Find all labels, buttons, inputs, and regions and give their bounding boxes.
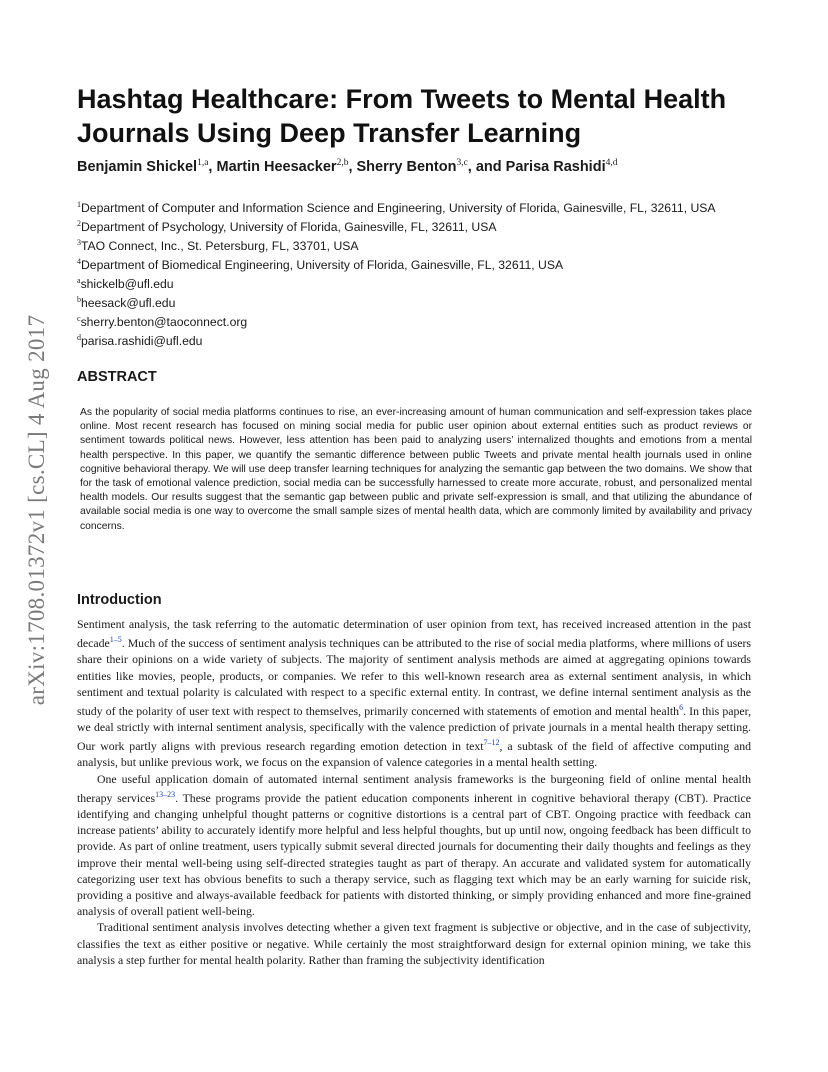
citation-link[interactable]: 13–23 xyxy=(155,789,176,799)
author-name: Benjamin Shickel xyxy=(77,158,198,175)
affiliation-text: heesack@ufl.edu xyxy=(81,296,176,311)
author-list xyxy=(77,158,777,175)
paragraph-text: . Much of the success of sentiment analysis techniques can be attributed to the rise of social media platforms, where millions of users share their opinions on a wide variety of subjects. The majority of sentiment analysis methods are aimed at aggregating opinions towards entities like movies, people, products, or companies. We refer to this well-known research area as external sentiment analysis, in which sentiment and textual polarity is calculated with respect to a specific external entity. In contrast, we define internal sentiment analysis as the study of the polarity of user text with respect to themselves, primarily concerned with statements of emotion and mental health xyxy=(77,636,751,718)
author-name: Martin Heesacker xyxy=(216,158,337,175)
introduction-paragraph xyxy=(77,771,751,920)
author-affiliation-mark: 3,c xyxy=(456,158,468,168)
affiliation-line xyxy=(77,292,757,311)
author-affiliation-mark: 2,b xyxy=(336,158,349,168)
affiliation-line xyxy=(77,197,757,216)
author-name: Sherry Benton xyxy=(356,158,457,175)
affiliation-line xyxy=(77,216,757,235)
affiliation-text: Department of Computer and Information Science and Engineering, University of Florida, Gainesville, FL, 32611, USA xyxy=(81,201,716,216)
affiliation-mark: 1 xyxy=(77,200,81,209)
affiliation-line xyxy=(77,235,757,254)
affiliation-text: Department of Biomedical Engineering, University of Florida, Gainesville, FL, 32611, USA xyxy=(81,258,564,273)
affiliation-mark: b xyxy=(77,295,81,305)
paragraph-text: . These programs provide the patient education components inherent in cognitive behavioral therapy (CBT). Practice identifying and changing unhelpful thought patterns or cognitive distortions is a central part of CBT. Ongoing practice with feedback can increase patients’ ability to accurately identify more helpful and less helpful thoughts, but up until now, ongoing feedback has been difficult to provide. As part of online treatment, users typically submit several directed journals for documenting their daily thoughts and feelings as they improve their mental well-being using self-directed strategies taught as part of therapy. An accurate and validated system for automatically categorizing user text has obvious benefits to such a therapy service, such as flagging text which may be an early warning for suicide risk, providing a positive and always-available feedback for patients with distorted thinking, or simply providing enhanced and more fine-grained analysis of overall patient well-being. xyxy=(77,790,751,919)
citation-link[interactable]: 7–12 xyxy=(483,738,500,748)
affiliation-mark: c xyxy=(77,314,81,324)
introduction-paragraph xyxy=(77,919,751,968)
affiliation-text: TAO Connect, Inc., St. Petersburg, FL, 33701, USA xyxy=(81,239,359,254)
introduction-body xyxy=(77,616,751,968)
affiliation-list xyxy=(77,197,757,350)
introduction-heading: Introduction xyxy=(77,592,162,608)
citation-link[interactable]: 6 xyxy=(679,702,684,712)
author-separator: , and xyxy=(467,158,506,175)
citation-link[interactable]: 1–5 xyxy=(109,635,122,645)
abstract-heading: ABSTRACT xyxy=(77,369,157,385)
affiliation-line xyxy=(77,254,757,273)
affiliation-mark: 2 xyxy=(77,219,81,229)
paragraph-text: Sentiment analysis, the task referring to the automatic determination of user opinion from text, has received increased attention in the past decade xyxy=(77,617,751,651)
paragraph-text: , a subtask of the field of affective computing and analysis, but unlike previous work, we focus on the expansion of valence categories in a mental health setting. xyxy=(77,739,751,770)
affiliation-text: parisa.rashidi@ufl.edu xyxy=(81,334,203,349)
affiliation-line xyxy=(77,311,757,330)
affiliation-line xyxy=(77,273,757,292)
affiliation-line xyxy=(77,330,757,349)
paragraph-text: One useful application domain of automated internal sentiment analysis frameworks is the burgeoning field of online mental health therapy services xyxy=(77,771,751,805)
paragraph-text: Traditional sentiment analysis involves detecting whether a given text fragment is subjective or objective, and in the case of subjectivity, classifies the text as either positive or negative. While certainly the most straightforward design for external opinion mining, we take this analysis a step further for mental health polarity. Rather than framing the subjectivity identification xyxy=(77,920,751,967)
affiliation-text: shickelb@ufl.edu xyxy=(80,277,174,292)
affiliation-text: sherry.benton@taoconnect.org xyxy=(80,315,248,330)
author-name: Parisa Rashidi xyxy=(505,158,606,175)
author-affiliation-mark: 1,a xyxy=(197,158,209,168)
author-affiliation-mark: 4,d xyxy=(605,158,618,168)
affiliation-text: Department of Psychology, University of Florida, Gainesville, FL, 32611, USA xyxy=(81,220,497,235)
arxiv-identifier: arXiv:1708.01372v1 [cs.CL] 4 Aug 2017 xyxy=(24,314,49,706)
affiliation-mark: d xyxy=(77,333,81,343)
arxiv-sidebar-stamp xyxy=(22,290,52,730)
author-separator: , xyxy=(208,158,217,175)
paragraph-text: . In this paper, we deal strictly with internal sentiment analysis, specifically with the valence prediction of private journals in a mental health therapy setting. Our work partly aligns with previous research regarding emotion detection in text xyxy=(77,703,752,754)
affiliation-mark: a xyxy=(77,276,81,286)
introduction-paragraph xyxy=(77,616,751,771)
paper-title: Hashtag Healthcare: From Tweets to Mental Health Journals Using Deep Transfer Learning xyxy=(77,84,727,148)
affiliation-mark: 3 xyxy=(77,238,81,248)
affiliation-mark: 4 xyxy=(77,257,81,267)
abstract-text: As the popularity of social media platforms continues to rise, an ever-increasing amount of human communication and self-expression takes place online. Most recent research has focused on mining social media for public user opinion about external entities such as product reviews or sentiment towards political news. However, less attention has been paid to analyzing users’ internalized thoughts and emotions from a mental health perspective. In this paper, we quantify the semantic difference between public Tweets and private mental health journals used in online cognitive behavioral therapy. We will use deep transfer learning techniques for analyzing the semantic gap between the two domains. We show that for the task of emotional valence prediction, social media can be successfully harnessed to create more accurate, robust, and personalized mental health models. Our results suggest that the semantic gap between public and private self-expression is small, and that utilizing the abundance of available social media is one way to overcome the small sample sizes of mental health data, which are commonly limited by availability and privacy concerns. xyxy=(80,407,752,532)
author-separator: , xyxy=(348,158,357,175)
